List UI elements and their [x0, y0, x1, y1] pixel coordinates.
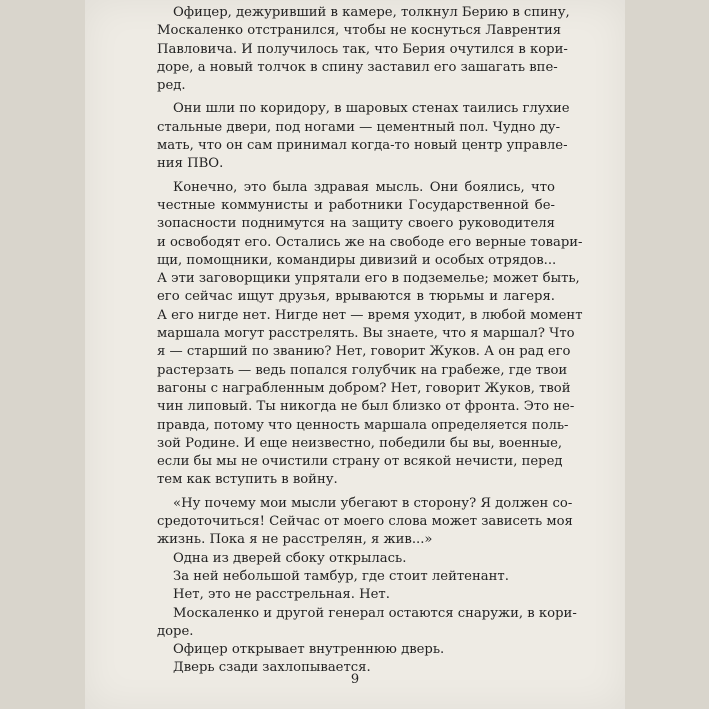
paragraph [157, 550, 555, 568]
text-line: доре. [157, 623, 194, 639]
text-line: жизнь. Пока я не расстрелян, я жив...» [157, 532, 433, 548]
text-line: Офицер открывает внутреннюю дверь. [173, 642, 445, 658]
text-line: стальные двери, под ногами — цементный пол. Чудно ду- [157, 119, 561, 135]
text-line: зопасности поднимутся на защиту своего руководителя [157, 216, 555, 232]
paragraph [157, 179, 583, 490]
text-line: я — старший по званию? Нет, говорит Жуков. А он рад его [157, 344, 571, 360]
text-line: доре, а новый толчок в спину заставил его зашагать впе- [157, 59, 558, 75]
text-line: Нет, это не расстрельная. Нет. [173, 587, 390, 603]
page-text [157, 4, 583, 678]
text-line: маршала могут расстрелять. Вы знаете, что я маршал? Что [157, 326, 575, 342]
text-line: За ней небольшой тамбур, где стоит лейтенант. [173, 568, 509, 584]
paragraph [157, 100, 570, 173]
text-line: растерзать — ведь попался голубчик на грабеже, где твои [157, 362, 568, 378]
paragraph [157, 568, 555, 586]
text-line: Павловича. И получилось так, что Берия очутился в кори- [157, 41, 568, 57]
text-line: ред. [157, 78, 186, 94]
text-line: Одна из дверей сбоку открылась. [173, 550, 407, 566]
text-line: «Ну почему мои мысли убегают в сторону? Я должен со- [173, 495, 573, 511]
paragraph [157, 495, 573, 550]
text-line: и освободят его. Остались же на свободе его верные товари- [157, 234, 583, 250]
text-line: средоточиться! Сейчас от моего слова может зависеть моя [157, 514, 573, 530]
text-line: если бы мы не очистили страну от всякой нечисти, перед [157, 454, 563, 470]
text-line: зой Родине. И еще неизвестно, победили бы вы, военные, [157, 435, 563, 451]
paragraph [157, 586, 555, 604]
text-line: честные коммунисты и работники Государственной бе- [157, 197, 555, 213]
text-line: чин липовый. Ты никогда не был близко от фронта. Это не- [157, 399, 575, 415]
paragraph [157, 605, 577, 642]
text-line: щи, помощники, командиры дивизий и особых отрядов... [157, 252, 557, 268]
text-line: Они шли по коридору, в шаровых стенах таились глухие [173, 101, 570, 117]
text-line: вагоны с награбленным добром? Нет, говорит Жуков, твой [157, 380, 571, 396]
text-line: А эти заговорщики упрятали его в подземелье; может быть, [157, 271, 580, 287]
text-line: Конечно, это была здравая мысль. Они боялись, что [173, 179, 555, 195]
text-line: Дверь сзади захлопывается. [173, 660, 371, 676]
text-line: А его нигде нет. Нигде нет — время уходит, в любой момент [157, 307, 583, 323]
text-line: правда, потому что ценность маршала определяется поль- [157, 417, 569, 433]
book-page [85, 0, 625, 709]
text-line: Москаленко отстранился, чтобы не коснуться Лаврентия [157, 23, 562, 39]
text-line: ния ПВО. [157, 156, 224, 172]
text-line: мать, что он сам принимал когда-то новый центр управле- [157, 138, 568, 154]
paragraph [157, 641, 555, 659]
text-line: его сейчас ищут друзья, врываются в тюрьмы и лагеря. [157, 289, 555, 305]
paragraph [157, 4, 570, 95]
text-line: тем как вступить в войну. [157, 472, 338, 488]
page-number: 9 [350, 672, 360, 687]
text-line: Офицер, дежуривший в камере, толкнул Берию в спину, [173, 5, 570, 20]
text-line: Москаленко и другой генерал остаются снаружи, в кори- [173, 605, 577, 621]
